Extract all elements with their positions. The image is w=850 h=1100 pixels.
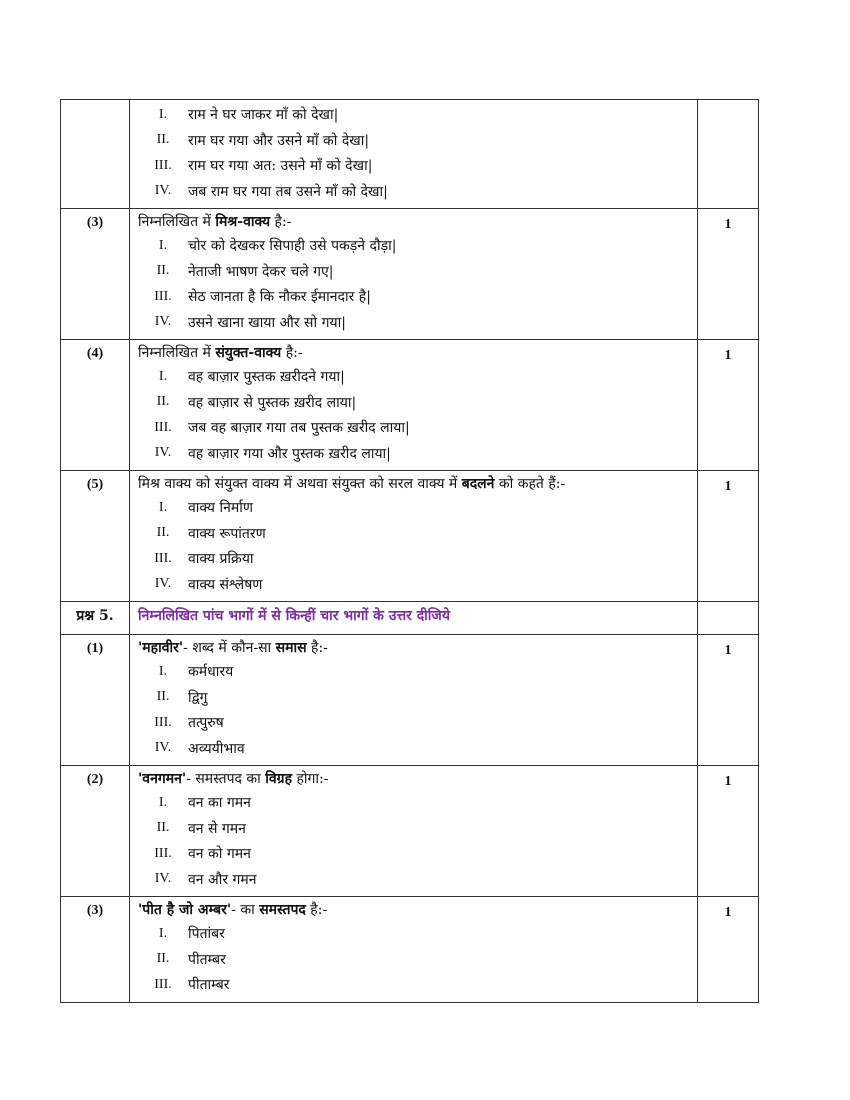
stem-keyword: समस्तपद bbox=[259, 902, 306, 918]
option-text: जब राम घर गया तब उसने माँ को देखा| bbox=[188, 183, 388, 200]
option bbox=[138, 310, 697, 336]
option-roman: III. bbox=[154, 419, 172, 435]
marks: 1 bbox=[698, 209, 759, 340]
option bbox=[138, 816, 697, 842]
option-text: राम घर गया अत: उसने माँ को देखा| bbox=[188, 158, 373, 175]
option bbox=[138, 128, 697, 154]
option-text: अव्ययीभाव bbox=[188, 740, 245, 757]
section-marks-cell bbox=[698, 602, 759, 635]
marks: 1 bbox=[698, 635, 759, 766]
option bbox=[138, 841, 697, 867]
marks: 1 bbox=[698, 897, 759, 1003]
option-roman: II. bbox=[156, 525, 170, 541]
option-text: नेताजी भाषण देकर चले गए| bbox=[188, 263, 334, 280]
option-text: कर्मधारय bbox=[188, 664, 234, 681]
option-text: पितांबर bbox=[188, 926, 225, 943]
option bbox=[138, 710, 697, 736]
stem-keyword: संयुक्त-वाक्य bbox=[215, 345, 282, 361]
option-text: पीताम्बर bbox=[188, 977, 230, 994]
option bbox=[138, 659, 697, 685]
stem-term: 'पीत है जो अम्बर' bbox=[138, 902, 232, 918]
option bbox=[138, 415, 697, 441]
option-roman: I. bbox=[158, 925, 168, 941]
option bbox=[138, 102, 697, 128]
option bbox=[138, 179, 697, 205]
option-roman: I. bbox=[158, 794, 168, 810]
section5-question-row-1 bbox=[61, 635, 759, 766]
option bbox=[138, 521, 697, 547]
question-body bbox=[130, 766, 698, 897]
option-roman: IV. bbox=[154, 740, 172, 756]
option-text: राम घर गया और उसने माँ को देखा| bbox=[188, 132, 370, 149]
section-number: प्रश्न 5. bbox=[61, 602, 130, 635]
option bbox=[138, 259, 697, 285]
question-table bbox=[60, 99, 759, 1003]
option bbox=[138, 390, 697, 416]
stem-term: 'महावीर' bbox=[138, 640, 184, 656]
section-title: निम्नलिखित पांच भागों में से किन्हीं चार भागों के उत्तर दीजिये bbox=[130, 602, 698, 635]
option-roman: II. bbox=[156, 263, 170, 279]
option-roman: II. bbox=[156, 951, 170, 967]
question-number: (3) bbox=[61, 897, 130, 1003]
option-text: राम ने घर जाकर माँ को देखा| bbox=[188, 107, 339, 124]
option-text: वन और गमन bbox=[188, 871, 257, 888]
option-roman: I. bbox=[158, 499, 168, 515]
option-text: द्विगु bbox=[188, 689, 208, 706]
question-body bbox=[130, 897, 698, 1003]
option-roman: II. bbox=[156, 820, 170, 836]
option bbox=[138, 736, 697, 762]
question-body bbox=[130, 209, 698, 340]
option-text: वाक्य प्रक्रिया bbox=[188, 551, 254, 568]
question-number: (1) bbox=[61, 635, 130, 766]
option bbox=[138, 233, 697, 259]
option-text: सेठ जानता है कि नौकर ईमानदार है| bbox=[188, 289, 371, 306]
option-roman: III. bbox=[154, 157, 172, 173]
option-text: वाक्य संश्लेषण bbox=[188, 576, 263, 593]
option-roman: III. bbox=[154, 550, 172, 566]
option-roman: III. bbox=[154, 714, 172, 730]
option-text: वन को गमन bbox=[188, 846, 251, 863]
question-body bbox=[130, 635, 698, 766]
option bbox=[138, 495, 697, 521]
option bbox=[138, 572, 697, 598]
question-stem: 'पीत है जो अम्बर'- का समस्तपद है:- bbox=[138, 902, 328, 918]
option-roman: III. bbox=[154, 288, 172, 304]
option-roman: I. bbox=[158, 368, 168, 384]
option-text: वाक्य निर्माण bbox=[188, 500, 253, 517]
option-text: चोर को देखकर सिपाही उसे पकड़ने दौड़ा| bbox=[188, 238, 397, 255]
option bbox=[138, 153, 697, 179]
question-stem: निम्नलिखित में संयुक्त-वाक्य है:- bbox=[138, 345, 303, 361]
option bbox=[138, 947, 697, 973]
option-roman: IV. bbox=[154, 314, 172, 330]
option-text: वह बाज़ार गया और पुस्तक ख़रीद लाया| bbox=[188, 445, 391, 462]
question-row-5 bbox=[61, 471, 759, 602]
question-row-3 bbox=[61, 209, 759, 340]
option bbox=[138, 921, 697, 947]
option-roman: II. bbox=[156, 132, 170, 148]
option-roman: III. bbox=[154, 845, 172, 861]
question-number: (4) bbox=[61, 340, 130, 471]
section-header-row bbox=[61, 602, 759, 635]
option-text: जब वह बाज़ार गया तब पुस्तक ख़रीद लाया| bbox=[188, 420, 410, 437]
question-stem: 'वनगमन'- समस्तपद का विग्रह होगा:- bbox=[138, 771, 329, 787]
question-body bbox=[130, 100, 698, 209]
option-text: वह बाज़ार पुस्तक ख़रीदने गया| bbox=[188, 369, 345, 386]
question-row-4 bbox=[61, 340, 759, 471]
question-number: (2) bbox=[61, 766, 130, 897]
stem-keyword: विग्रह bbox=[265, 771, 293, 787]
question-body bbox=[130, 340, 698, 471]
stem-term: 'वनगमन' bbox=[138, 771, 187, 787]
option-roman: II. bbox=[156, 689, 170, 705]
option-text: वन से गमन bbox=[188, 820, 246, 837]
section5-question-row-3 bbox=[61, 897, 759, 1003]
option-text: वह बाज़ार से पुस्तक ख़रीद लाया| bbox=[188, 394, 357, 411]
option bbox=[138, 685, 697, 711]
option-text: पीतम्बर bbox=[188, 951, 226, 968]
stem-keyword: बदलने bbox=[461, 476, 495, 492]
question-stem: मिश्र वाक्य को संयुक्त वाक्य में अथवा संयुक्त को सरल वाक्य में बदलने को कहते हैं:- bbox=[138, 476, 566, 492]
option bbox=[138, 284, 697, 310]
question-stem: 'महावीर'- शब्द में कौन-सा समास है:- bbox=[138, 640, 328, 656]
question-body bbox=[130, 471, 698, 602]
marks: 1 bbox=[698, 766, 759, 897]
option bbox=[138, 972, 697, 998]
option-roman: I. bbox=[158, 237, 168, 253]
option bbox=[138, 364, 697, 390]
question-sheet bbox=[60, 99, 758, 1003]
question-row-continued bbox=[61, 100, 759, 209]
option-roman: I. bbox=[158, 663, 168, 679]
option-roman: IV. bbox=[154, 871, 172, 887]
option bbox=[138, 867, 697, 893]
option-roman: IV. bbox=[154, 183, 172, 199]
marks-cell bbox=[698, 100, 759, 209]
option-roman: III. bbox=[154, 976, 172, 992]
option-text: तत्पुरुष bbox=[188, 715, 224, 732]
option bbox=[138, 790, 697, 816]
question-stem: निम्नलिखित में मिश्र-वाक्य है:- bbox=[138, 214, 292, 230]
option-roman: IV. bbox=[154, 576, 172, 592]
option-roman: I. bbox=[158, 106, 168, 122]
stem-keyword: समास bbox=[275, 640, 307, 656]
option-roman: II. bbox=[156, 394, 170, 410]
option bbox=[138, 441, 697, 467]
option-text: वाक्य रूपांतरण bbox=[188, 525, 266, 542]
option-roman: IV. bbox=[154, 445, 172, 461]
question-number: (5) bbox=[61, 471, 130, 602]
marks: 1 bbox=[698, 340, 759, 471]
section5-question-row-2 bbox=[61, 766, 759, 897]
stem-keyword: मिश्र-वाक्य bbox=[215, 214, 271, 230]
option-text: वन का गमन bbox=[188, 795, 251, 812]
option-text: उसने खाना खाया और सो गया| bbox=[188, 314, 346, 331]
option bbox=[138, 546, 697, 572]
marks: 1 bbox=[698, 471, 759, 602]
question-number: (3) bbox=[61, 209, 130, 340]
question-number-cell bbox=[61, 100, 130, 209]
